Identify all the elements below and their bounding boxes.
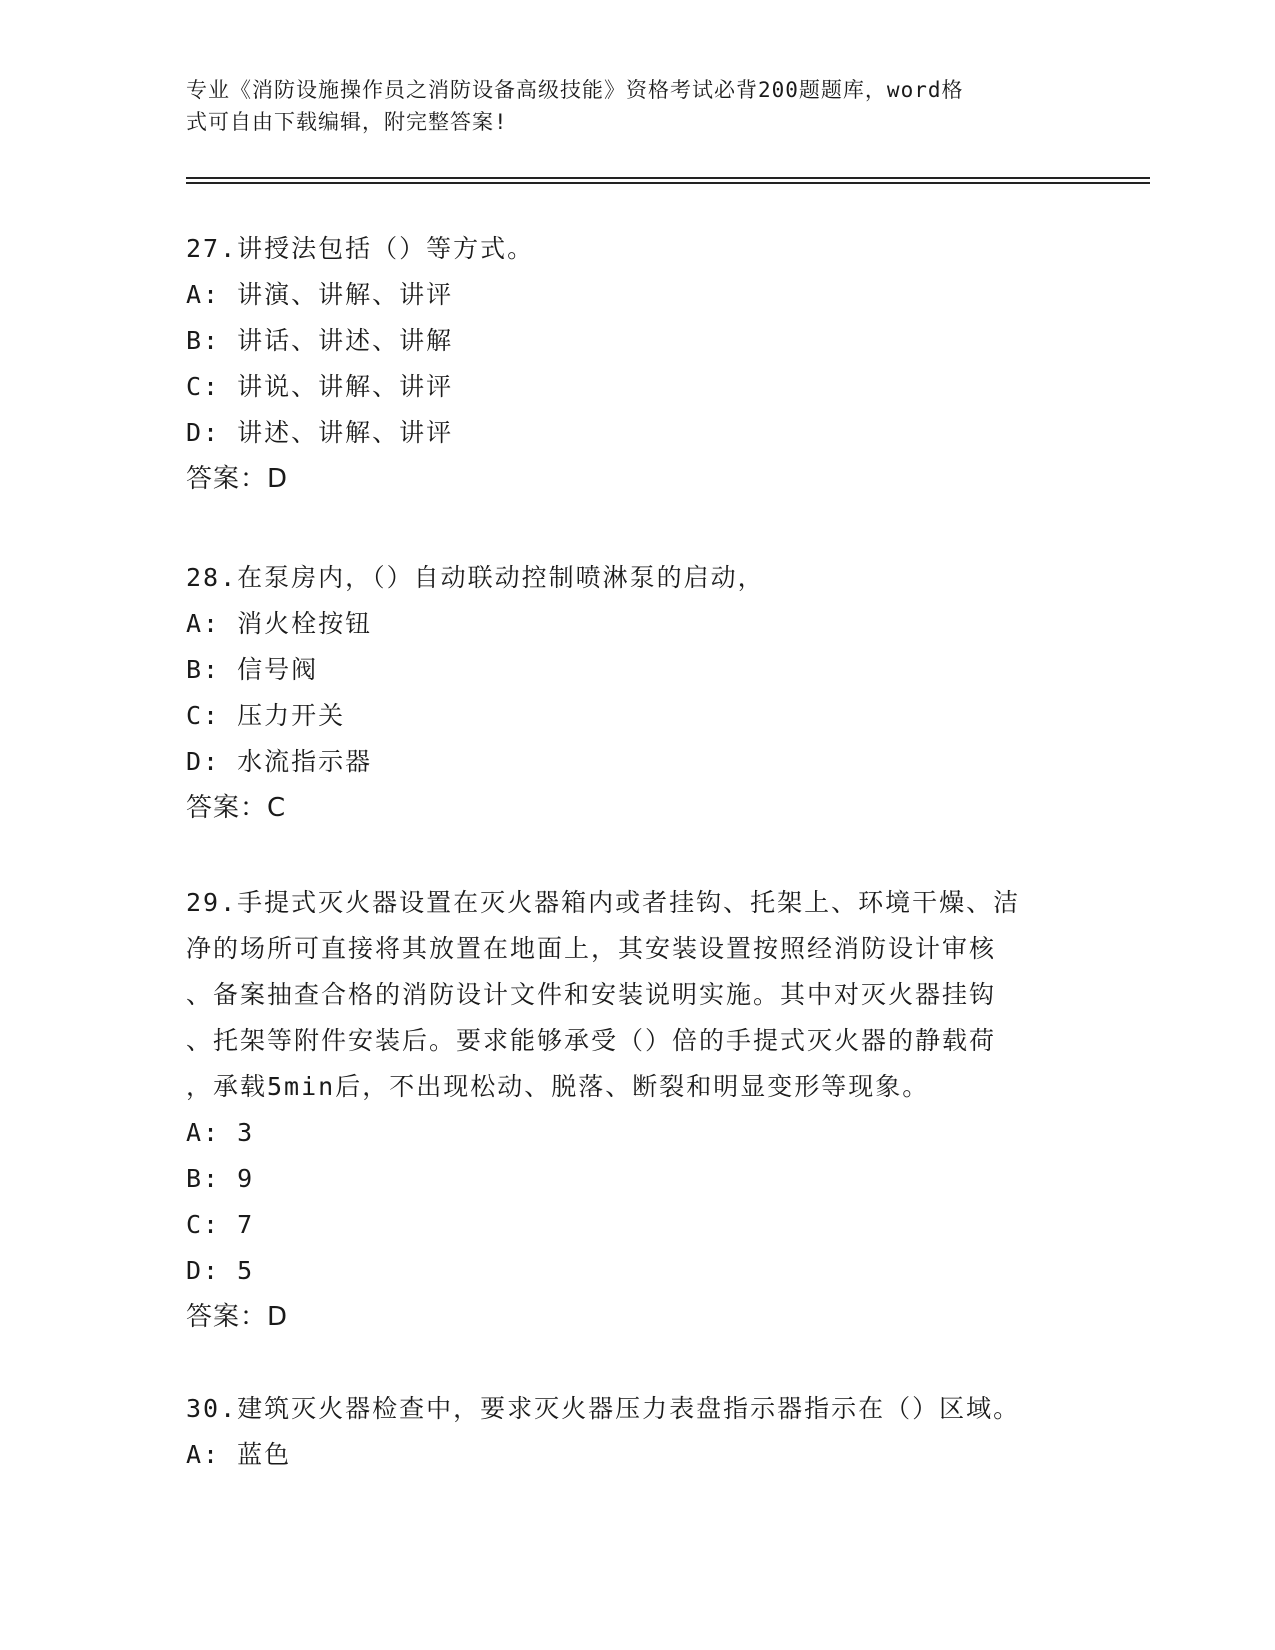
header-divider-top — [186, 177, 1150, 179]
question-stem-line: ，承载5min后，不出现松动、脱落、断裂和明显变形等现象。 — [186, 1072, 930, 1101]
question-stem: 27.讲授法包括（）等方式。 — [186, 234, 535, 263]
answer-label: 答案：C — [186, 793, 287, 823]
header-divider-bottom — [186, 182, 1150, 184]
question-stem-line: 净的场所可直接将其放置在地面上，其安装设置按照经消防设计审核 — [186, 934, 997, 963]
question-stem-line: 、备案抽查合格的消防设计文件和安装说明实施。其中对灭火器挂钩 — [186, 980, 997, 1009]
question-30 — [186, 1386, 1086, 1478]
answer-label: 答案：D — [186, 1302, 289, 1332]
option-c: C: 压力开关 — [186, 701, 346, 730]
question-27 — [186, 226, 1086, 502]
option-d: D: 5 — [186, 1256, 255, 1285]
question-stem-line: 29.手提式灭火器设置在灭火器箱内或者挂钩、托架上、环境干燥、洁 — [186, 888, 1021, 917]
option-a: A: 消火栓按钮 — [186, 609, 373, 638]
option-c: C: 7 — [186, 1210, 255, 1239]
header-line-1: 专业《消防设施操作员之消防设备高级技能》资格考试必背200题题库，word格 — [186, 78, 964, 102]
question-29 — [186, 880, 1086, 1340]
document-header — [186, 74, 1066, 138]
option-a: A: 3 — [186, 1118, 255, 1147]
option-a: A: 讲演、讲解、讲评 — [186, 280, 454, 309]
header-line-2: 式可自由下载编辑，附完整答案! — [186, 110, 508, 134]
question-stem: 30.建筑灭火器检查中，要求灭火器压力表盘指示器指示在（）区域。 — [186, 1394, 1021, 1423]
option-d: D: 讲述、讲解、讲评 — [186, 418, 454, 447]
option-b: B: 信号阀 — [186, 655, 319, 684]
question-stem-line: 、托架等附件安装后。要求能够承受（）倍的手提式灭火器的静载荷 — [186, 1026, 997, 1055]
answer-label: 答案：D — [186, 464, 289, 494]
option-a: A: 蓝色 — [186, 1440, 292, 1469]
question-stem: 28.在泵房内，（）自动联动控制喷淋泵的启动， — [186, 563, 765, 592]
option-c: C: 讲说、讲解、讲评 — [186, 372, 454, 401]
question-28 — [186, 555, 1086, 831]
option-b: B: 讲话、讲述、讲解 — [186, 326, 454, 355]
option-b: B: 9 — [186, 1164, 255, 1193]
option-d: D: 水流指示器 — [186, 747, 373, 776]
